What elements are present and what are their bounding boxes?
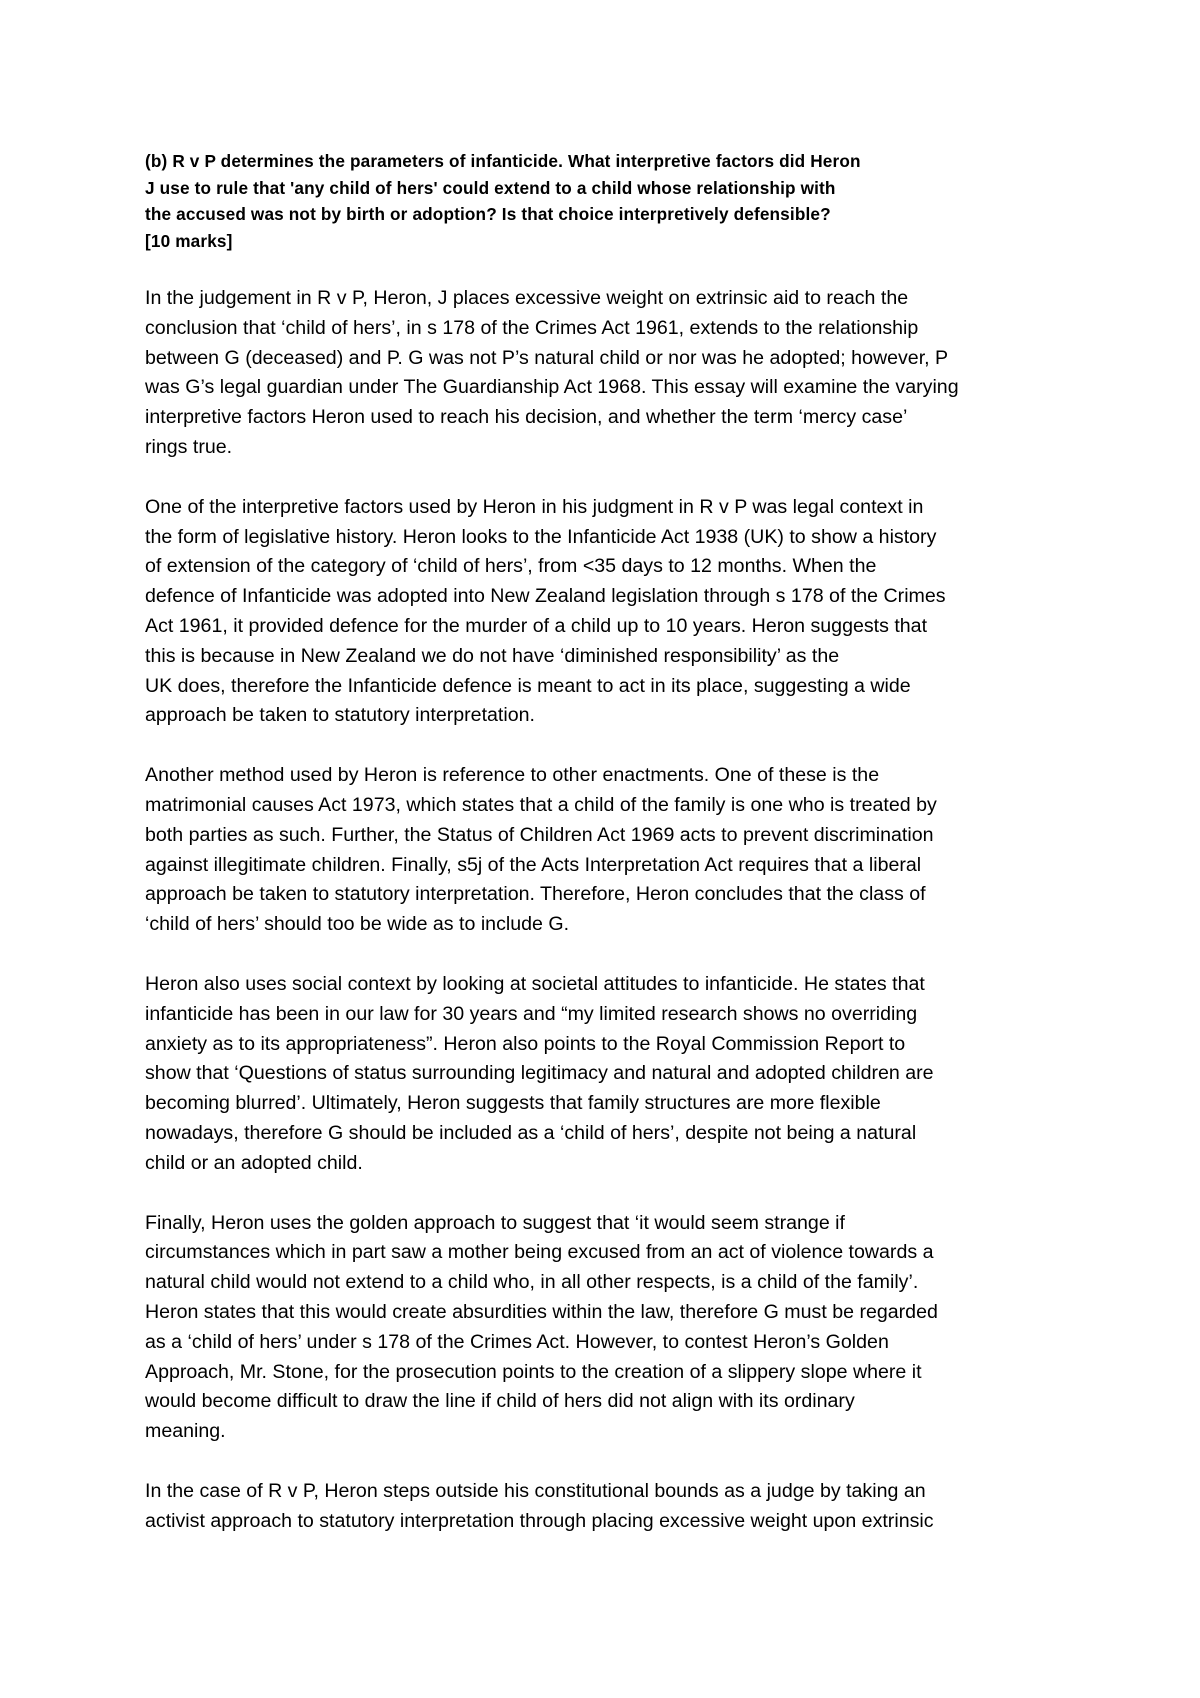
paragraph-introduction [145,284,1075,463]
text-line: circumstances which in part saw a mother being excused from an act of violence towards a [145,1241,934,1264]
question-line: J use to rule that 'any child of hers' could extend to a child whose relationship with [145,177,836,198]
paragraph-conclusion [145,1477,1075,1537]
paragraph-golden-approach [145,1209,1075,1447]
text-line: becoming blurred’. Ultimately, Heron suggests that family structures are more flexible [145,1092,881,1115]
text-line: ‘child of hers’ should too be wide as to include G. [145,913,570,936]
text-line: the form of legislative history. Heron looks to the Infanticide Act 1938 (UK) to show a history [145,525,937,548]
text-line: nowadays, therefore G should be included as a ‘child of hers’, despite not being a natural [145,1121,917,1144]
paragraph-other-enactments [145,761,1075,940]
text-line: In the judgement in R v P, Heron, J places excessive weight on extrinsic aid to reach the [145,287,909,309]
text-line: One of the interpretive factors used by Heron in his judgment in R v P was legal context in [145,495,924,518]
paragraph-social-context [145,970,1075,1179]
text-line: anxiety as to its appropriateness”. Heron also points to the Royal Commission Report to [145,1032,906,1055]
text-line: between G (deceased) and P. G was not P’s natural child or nor was he adopted; however, P [145,346,949,369]
exam-question [145,148,1105,254]
text-line: rings true. [145,435,233,458]
text-line: interpretive factors Heron used to reach his decision, and whether the term ‘mercy case’ [145,406,908,429]
text-line: Finally, Heron uses the golden approach to suggest that ‘it would seem strange if [145,1211,845,1234]
text-line: child or an adopted child. [145,1151,363,1174]
text-line: both parties as such. Further, the Status of Children Act 1969 acts to prevent discrimination [145,823,934,846]
text-line: infanticide has been in our law for 30 years and “my limited research shows no overriding [145,1002,918,1025]
essay-body [145,284,1075,1566]
text-line: approach be taken to statutory interpretation. [145,704,535,727]
paragraph-legislative-history [145,493,1075,731]
text-line: UK does, therefore the Infanticide defence is meant to act in its place, suggesting a wide [145,674,911,697]
text-line: matrimonial causes Act 1973, which states that a child of the family is one who is treated by [145,793,937,816]
text-line: Heron states that this would create absurdities within the law, therefore G must be regarded [145,1300,938,1323]
text-line: would become difficult to draw the line if child of hers did not align with its ordinary [145,1390,855,1413]
text-line: show that ‘Questions of status surrounding legitimacy and natural and adopted children are [145,1062,934,1085]
text-line: Another method used by Heron is reference to other enactments. One of these is the [145,764,880,787]
question-line: the accused was not by birth or adoption? Is that choice interpretively defensible? [145,204,831,224]
text-line: was G’s legal guardian under The Guardianship Act 1968. This essay will examine the varying [145,376,959,399]
text-line: this is because in New Zealand we do not have ‘diminished responsibility’ as the [145,644,840,667]
question-marks: [10 marks] [145,230,233,251]
text-line: defence of Infanticide was adopted into New Zealand legislation through s 178 of the Crimes [145,585,946,608]
text-line: approach be taken to statutory interpretation. Therefore, Heron concludes that the class of [145,883,926,906]
text-line: meaning. [145,1420,226,1443]
text-line: activist approach to statutory interpretation through placing excessive weight upon extrinsic [145,1509,934,1532]
text-line: conclusion that ‘child of hers’, in s 178 of the Crimes Act 1961, extends to the relationship [145,316,919,339]
text-line: Heron also uses social context by looking at societal attitudes to infanticide. He states that [145,972,925,995]
text-line: of extension of the category of ‘child of hers’, from <35 days to 12 months. When the [145,555,877,578]
text-line: Approach, Mr. Stone, for the prosecution points to the creation of a slippery slope where it [145,1360,922,1383]
text-line: as a ‘child of hers’ under s 178 of the Crimes Act. However, to contest Heron’s Golden [145,1330,889,1353]
text-line: against illegitimate children. Finally, s5j of the Acts Interpretation Act requires that a liberal [145,853,922,876]
text-line: Act 1961, it provided defence for the murder of a child up to 10 years. Heron suggests that [145,614,928,637]
text-line: natural child would not extend to a child who, in all other respects, is a child of the family’. [145,1271,919,1294]
question-line: (b) R v P determines the parameters of infanticide. What interpretive factors did Heron [145,151,861,171]
text-line: In the case of R v P, Heron steps outside his constitutional bounds as a judge by taking an [145,1479,926,1502]
